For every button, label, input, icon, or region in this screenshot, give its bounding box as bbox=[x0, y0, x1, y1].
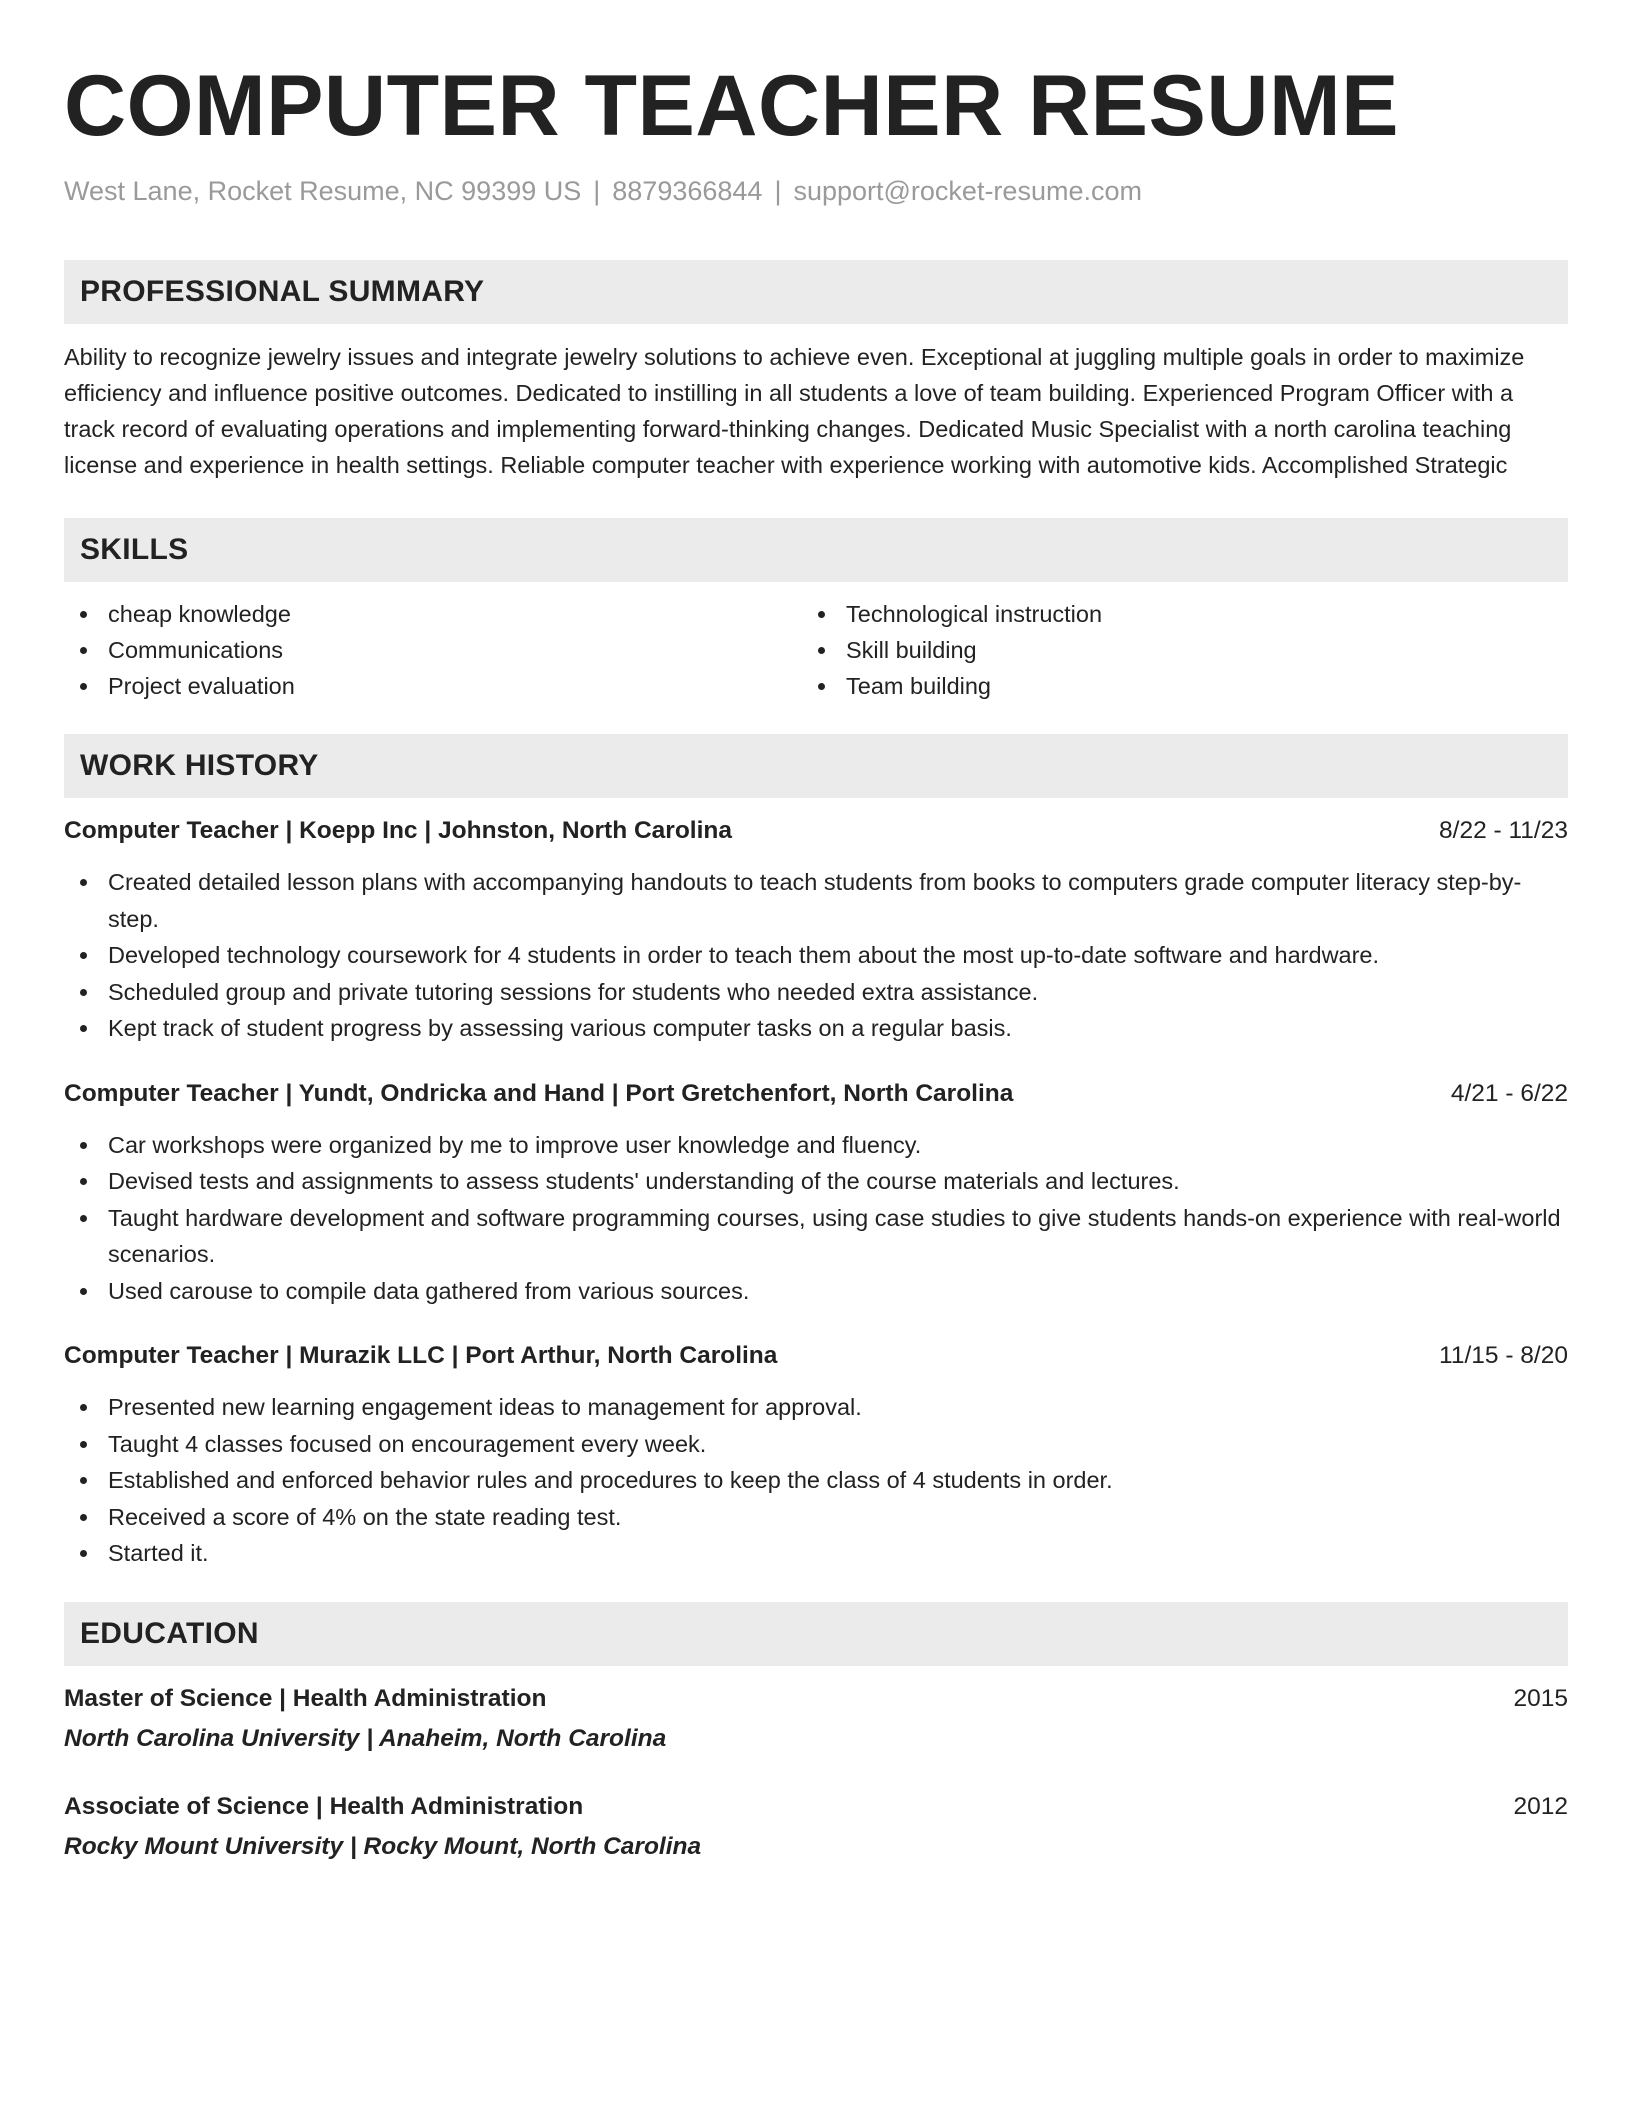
skills-list bbox=[64, 596, 1568, 704]
skills-column-right bbox=[802, 596, 1102, 704]
job-header bbox=[64, 1077, 1568, 1111]
contact-separator: | bbox=[774, 176, 782, 206]
skill-item: cheap knowledge bbox=[64, 596, 802, 632]
school-text: North Carolina University | Anaheim, North Carolina bbox=[64, 1724, 667, 1752]
education-entry bbox=[64, 1682, 1568, 1756]
skill-item: Project evaluation bbox=[64, 668, 802, 704]
job-bullet: Created detailed lesson plans with accompanying handouts to teach students from books to computers grade computer literacy step-by-step. bbox=[64, 864, 1568, 937]
email-text: support@rocket-resume.com bbox=[793, 176, 1142, 206]
graduation-year: 2012 bbox=[1513, 1792, 1568, 1820]
education-header bbox=[64, 1790, 1568, 1824]
skill-item: Technological instruction bbox=[802, 596, 1102, 632]
job-bullet: Kept track of student progress by assessing various computer tasks on a regular basis. bbox=[64, 1010, 1568, 1047]
job-bullet: Developed technology coursework for 4 students in order to teach them about the most up-to-date software and hardware. bbox=[64, 937, 1568, 974]
school-text: Rocky Mount University | Rocky Mount, North Carolina bbox=[64, 1832, 702, 1860]
degree-text: Master of Science | Health Administration bbox=[64, 1684, 547, 1712]
job-title: Computer Teacher | Murazik LLC | Port Arthur, North Carolina bbox=[64, 1342, 778, 1369]
job-dates: 4/21 - 6/22 bbox=[1450, 1079, 1568, 1107]
job-bullet: Established and enforced behavior rules and procedures to keep the class of 4 students in order. bbox=[64, 1462, 1568, 1499]
contact-line bbox=[64, 174, 1568, 208]
job-bullet: Presented new learning engagement ideas to management for approval. bbox=[64, 1389, 1568, 1426]
job-bullet: Scheduled group and private tutoring sessions for students who needed extra assistance. bbox=[64, 974, 1568, 1011]
job-bullets bbox=[64, 864, 1568, 1047]
contact-separator: | bbox=[593, 176, 601, 206]
job-bullet: Taught 4 classes focused on encouragement every week. bbox=[64, 1426, 1568, 1463]
skill-item: Team building bbox=[802, 668, 1102, 704]
job-bullets bbox=[64, 1389, 1568, 1572]
job-entry bbox=[64, 1339, 1568, 1572]
education-header bbox=[64, 1682, 1568, 1716]
job-bullet: Taught hardware development and software programming courses, using case studies to give students hands-on experience with real-world scenarios. bbox=[64, 1200, 1568, 1273]
job-entry bbox=[64, 1077, 1568, 1310]
education-entry bbox=[64, 1790, 1568, 1864]
resume-title: COMPUTER TEACHER RESUME bbox=[64, 58, 1400, 154]
summary-text: Ability to recognize jewelry issues and integrate jewelry solutions to achieve even. Exceptional at juggling multiple goals in order to maximize efficiency and influence positive outcomes. Dedicated to instilling in all students a love of team building. Experienced Program Officer with a track record of evaluating operations and implementing forward-thinking changes. Dedicated Music Specialist with a north carolina teaching license and experience in health settings. Reliable computer teacher with experience working with automotive kids. Accomplished Strategic bbox=[64, 344, 1525, 478]
job-bullet: Car workshops were organized by me to improve user knowledge and fluency. bbox=[64, 1127, 1568, 1164]
address-text: West Lane, Rocket Resume, NC 99399 US bbox=[64, 176, 582, 206]
job-bullet: Started it. bbox=[64, 1535, 1568, 1572]
job-header bbox=[64, 814, 1568, 848]
skill-item: Skill building bbox=[802, 632, 1102, 668]
job-entry bbox=[64, 814, 1568, 1047]
skills-column-left bbox=[64, 596, 802, 704]
job-title: Computer Teacher | Koepp Inc | Johnston, North Carolina bbox=[64, 817, 733, 844]
phone-text: 8879366844 bbox=[612, 176, 763, 206]
summary-heading: PROFESSIONAL SUMMARY bbox=[64, 260, 1568, 324]
job-bullet: Received a score of 4% on the state reading test. bbox=[64, 1499, 1568, 1536]
job-header bbox=[64, 1339, 1568, 1373]
job-title: Computer Teacher | Yundt, Ondricka and Hand | Port Gretchenfort, North Carolina bbox=[64, 1079, 1014, 1107]
skills-heading: SKILLS bbox=[64, 518, 1568, 582]
job-dates: 8/22 - 11/23 bbox=[1439, 817, 1568, 844]
job-bullet: Used carouse to compile data gathered from various sources. bbox=[64, 1273, 1568, 1310]
graduation-year: 2015 bbox=[1513, 1684, 1568, 1712]
skill-item: Communications bbox=[64, 632, 802, 668]
degree-text: Associate of Science | Health Administration bbox=[64, 1792, 584, 1820]
job-bullet: Devised tests and assignments to assess students' understanding of the course materials and lectures. bbox=[64, 1163, 1568, 1200]
job-dates: 11/15 - 8/20 bbox=[1439, 1342, 1568, 1369]
job-bullets bbox=[64, 1127, 1568, 1310]
education-heading: EDUCATION bbox=[64, 1602, 1568, 1666]
work-history-heading: WORK HISTORY bbox=[64, 734, 1568, 798]
